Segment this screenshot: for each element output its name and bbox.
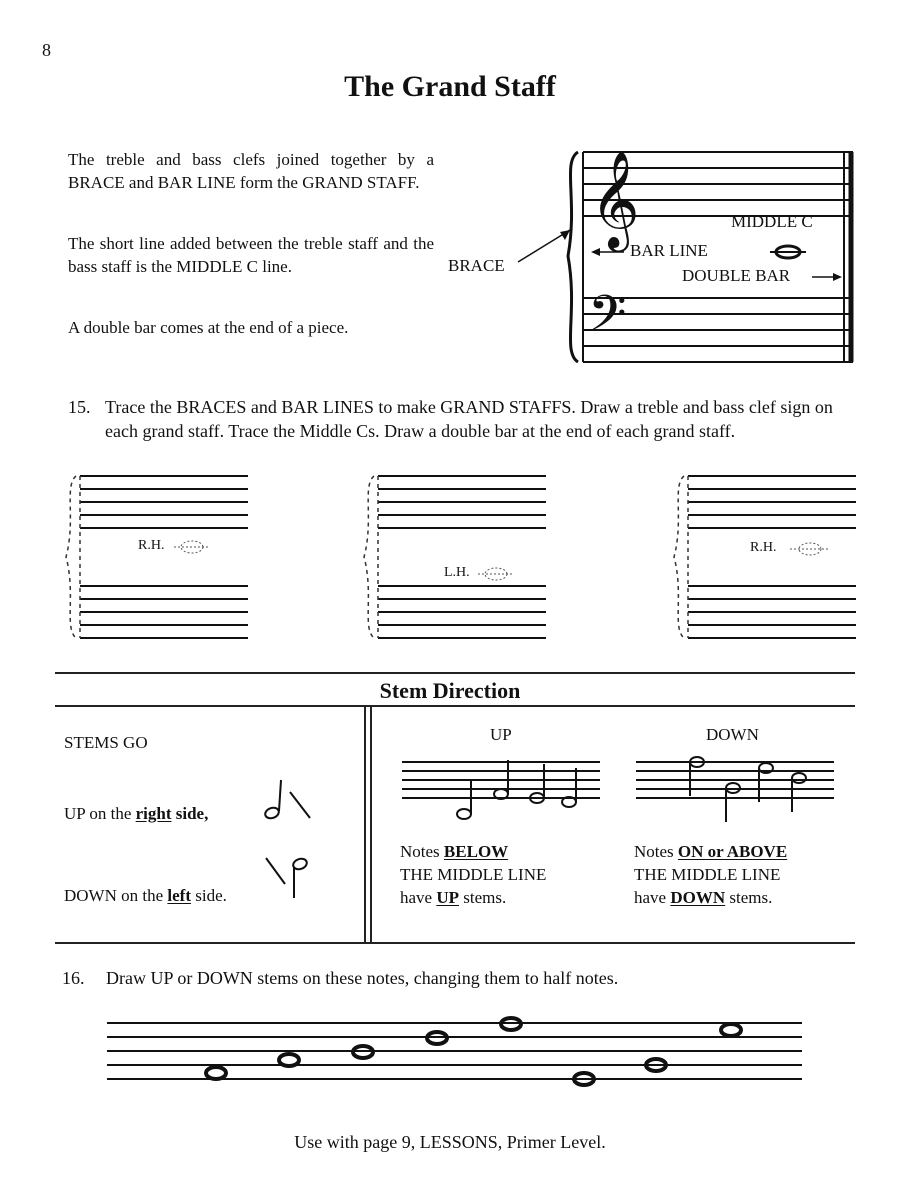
down-left-rule: DOWN on the left side.: [64, 886, 227, 905]
treble-clef-icon: 𝄞: [590, 150, 640, 248]
down-example-staff: [636, 762, 834, 798]
practice-staff-1: [66, 476, 248, 638]
dashed-brace: [674, 476, 684, 638]
dashed-middle-c: [799, 543, 821, 555]
section-title-rule: [55, 705, 855, 707]
page-number: 8: [42, 40, 51, 60]
dashed-middle-c: [181, 541, 203, 553]
exercise-16-text: Draw UP or DOWN stems on these notes, changing them to half notes.: [106, 968, 619, 988]
down-stem-half-note: [266, 857, 308, 898]
page-title: The Grand Staff: [344, 70, 556, 103]
dashed-brace: [364, 476, 374, 638]
above-rule-text: Notes ON or ABOVE THE MIDDLE LINE have DOWN stems.: [634, 842, 788, 907]
section-bottom-rule: [55, 942, 855, 944]
intro-paragraph-3: A double bar comes at the end of a piece.: [68, 318, 349, 337]
practice-staff-3: [674, 476, 856, 638]
middle-c-note: [776, 246, 800, 258]
hand-label-1: R.H.: [138, 538, 165, 553]
exercise-15-number: 15.: [68, 397, 91, 417]
dashed-brace: [66, 476, 76, 638]
down-example-notes: [690, 757, 806, 822]
brace-label: BRACE: [448, 256, 505, 275]
section-top-rule: [55, 672, 855, 674]
practice-staff-2: [364, 476, 546, 638]
whole-notes: [206, 1018, 741, 1085]
up-example-notes: [457, 760, 576, 819]
diagram-brace: [568, 152, 578, 362]
diagram-bass-staff: [583, 298, 853, 362]
intro-paragraph-2: The short line added between the treble staff and the bass staff is the MIDDLE C line.: [68, 234, 434, 276]
dashed-middle-c: [485, 568, 507, 580]
up-example-staff: [402, 762, 600, 798]
brace-arrow-head: [560, 230, 570, 240]
section-divider-right: [370, 706, 372, 942]
exercise-16-number: 16.: [62, 968, 85, 988]
diagram-treble-staff: [583, 152, 853, 216]
brace-arrow: [518, 230, 570, 262]
below-rule-text: Notes BELOW THE MIDDLE LINE have UP stems.: [400, 842, 547, 907]
section-divider-left: [364, 706, 366, 942]
up-right-rule: UP on the right side,: [64, 804, 209, 823]
hand-label-2: L.H.: [444, 565, 470, 580]
bar-line-label: BAR LINE: [630, 241, 708, 260]
hand-label-3: R.H.: [750, 540, 777, 555]
up-label: UP: [490, 725, 512, 744]
down-label: DOWN: [706, 725, 759, 744]
double-bar-label: DOUBLE BAR: [682, 266, 791, 285]
stem-direction-title: Stem Direction: [379, 678, 521, 703]
footer-note: Use with page 9, LESSONS, Primer Level.: [294, 1132, 606, 1152]
middle-c-label: MIDDLE C: [731, 212, 813, 231]
double-bar-arrow-head: [833, 273, 842, 281]
exercise-15-text: Trace the BRACES and BAR LINES to make GRAND STAFFS. Draw a treble and bass clef sign on each grand staff. Trace the Middle Cs. Draw a double bar at the end of each grand staff.: [105, 397, 833, 441]
up-stem-half-note: [264, 780, 310, 820]
bass-clef-icon: 𝄢: [588, 285, 627, 355]
bar-line-arrow-head: [591, 248, 600, 256]
intro-paragraph-1: The treble and bass clefs joined together by a BRACE and BAR LINE form the GRAND STAFF.: [68, 150, 434, 192]
stems-go-label: STEMS GO: [64, 733, 148, 752]
